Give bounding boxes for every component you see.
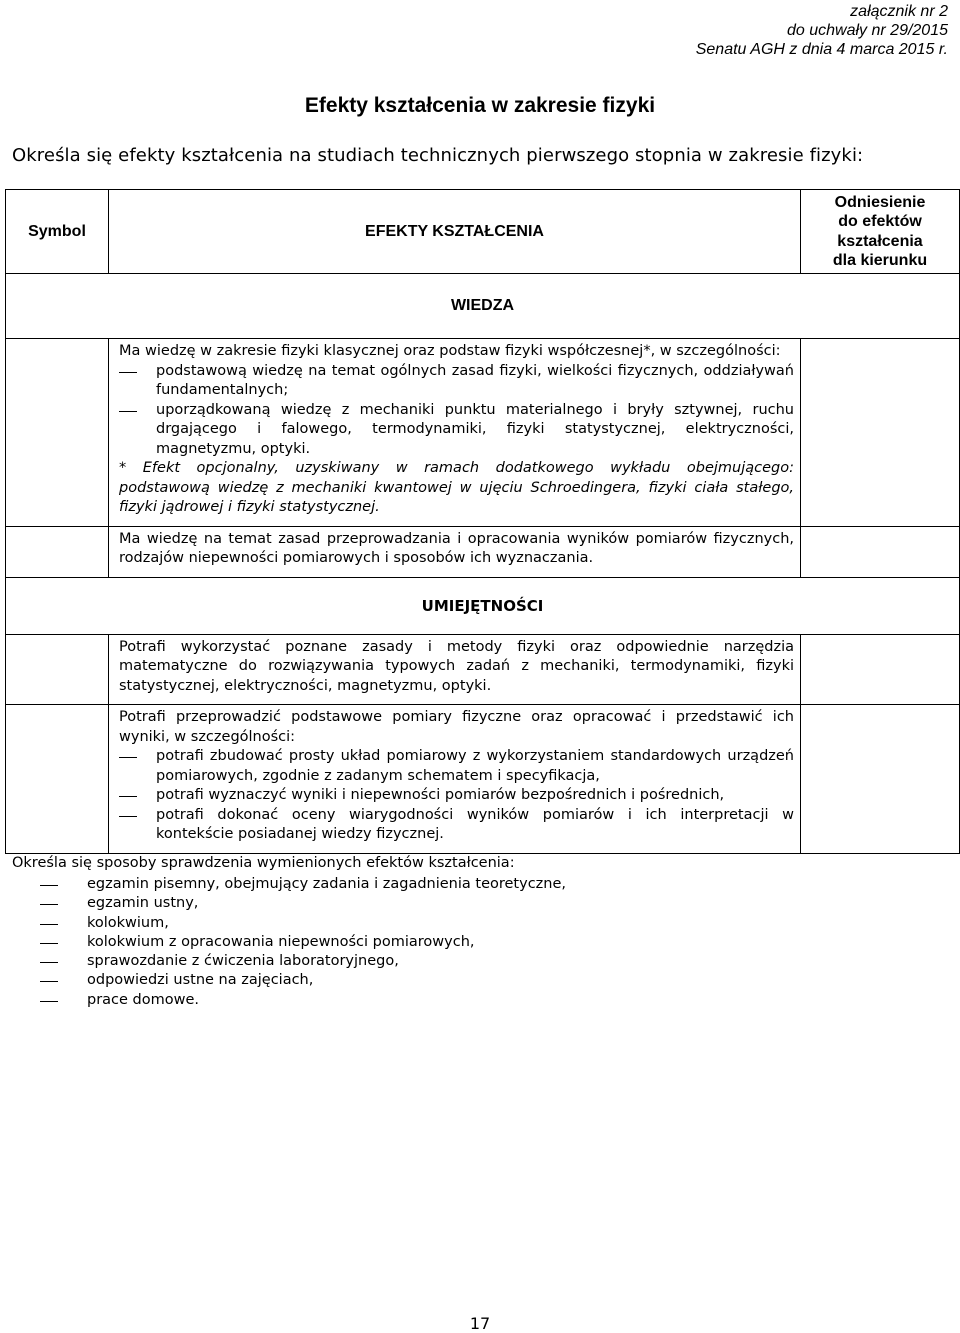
skills-item-2-intro: Potrafi przeprowadzić podstawowe pomiary fizyczne oraz opracować i przedstawić ich wyniki, w szczególności: — [119, 709, 794, 745]
header-reference — [801, 190, 960, 274]
symbol-cell — [6, 634, 109, 705]
list-item: egzamin pisemny, obejmujący zadania i zagadnienia teoretyczne, — [12, 875, 566, 894]
intro-text: Określa się efekty kształcenia na studiach technicznych pierwszego stopnia w zakresie fizyki: — [12, 145, 864, 166]
skills-bullet-2: potrafi wyznaczyć wyniki i niepewności pomiarów bezpośrednich i pośrednich, — [119, 786, 794, 806]
section-row-skills — [6, 577, 960, 634]
list-item: kolokwium z opracowania niepewności pomiarowych, — [12, 933, 566, 952]
reference-cell — [801, 526, 960, 577]
reference-cell — [801, 705, 960, 854]
effect-cell-skills-2 — [109, 705, 801, 854]
skills-bullet-1: potrafi zbudować prosty układ pomiarowy z wykorzystaniem standardowych urządzeń pomiarowych, zgodnie z zadanym schematem i specyfikacja, — [119, 747, 794, 786]
reference-cell — [801, 634, 960, 705]
header-reference-line: Odniesienie — [834, 193, 926, 211]
knowledge-bullet-2: uporządkowaną wiedzę z mechaniki punktu materialnego i bryły sztywnej, ruchu drgającego i falowego, termodynamiki, fizyki statystycznej, elektryczności, magnetyzmu, optyki. — [119, 401, 794, 460]
annex-line-1: załącznik nr 2 — [850, 3, 948, 20]
effect-cell-knowledge-2: Ma wiedzę na temat zasad przeprowadzania i opracowania wyników pomiarów fizycznych, rodzajów niepewności pomiarowych i sposobów ich wyznaczania. — [109, 526, 801, 577]
reference-cell — [801, 339, 960, 527]
section-row-knowledge — [6, 274, 960, 339]
methods-list — [12, 875, 566, 1010]
effects-table — [5, 189, 960, 854]
knowledge-item-1-intro: Ma wiedzę w zakresie fizyki klasycznej oraz podstaw fizyki współczesnej*, w szczególności: — [119, 343, 781, 359]
list-item: odpowiedzi ustne na zajęciach, — [12, 971, 566, 990]
effect-cell-skills-1: Potrafi wykorzystać poznane zasady i metody fizyki oraz odpowiednie narzędzia matematyczne do rozwiązywania typowych zadań z mechaniki, termodynamiki, fizyki statystycznej, elektryczności, magnetyzmu, optyki. — [109, 634, 801, 705]
symbol-cell — [6, 705, 109, 854]
header-symbol: Symbol — [6, 190, 109, 274]
table-row — [6, 526, 960, 577]
section-knowledge: WIEDZA — [6, 274, 960, 339]
knowledge-optional-note: * Efekt opcjonalny, uzyskiwany w ramach dodatkowego wykładu obejmującego: podstawową wiedzę z mechaniki kwantowej w ujęciu Schroedingera, fizyki ciała stałego, fizyki jądrowej i fizyki statystycznej. — [119, 460, 794, 515]
table-row — [6, 339, 960, 527]
header-reference-line: kształcenia — [837, 232, 923, 250]
annex-line-3: Senatu AGH z dnia 4 marca 2015 r. — [695, 41, 948, 58]
header-reference-line: dla kierunku — [832, 252, 928, 269]
list-item: prace domowe. — [12, 991, 566, 1010]
annex-note — [696, 2, 948, 59]
skills-bullet-3: potrafi dokonać oceny wiarygodności wyników pomiarów i ich interpretacji w kontekście posiadanej wiedzy fizycznej. — [119, 806, 794, 845]
symbol-cell — [6, 526, 109, 577]
section-skills: UMIEJĘTNOŚCI — [6, 577, 960, 634]
annex-line-2: do uchwały nr 29/2015 — [787, 22, 948, 39]
table-row — [6, 705, 960, 854]
header-reference-line: do efektów — [838, 213, 922, 230]
methods-intro: Określa się sposoby sprawdzenia wymienionych efektów kształcenia: — [12, 855, 515, 871]
list-item: sprawozdanie z ćwiczenia laboratoryjnego, — [12, 952, 566, 971]
effect-cell-knowledge-1 — [109, 339, 801, 527]
table-row — [6, 634, 960, 705]
knowledge-bullet-1: podstawową wiedzę na temat ogólnych zasad fizyki, wielkości fizycznych, oddziaływań fundamentalnych; — [119, 362, 794, 401]
document-title: Efekty kształcenia w zakresie fizyki — [304, 94, 656, 117]
page-number: 17 — [469, 1314, 491, 1333]
header-effects: EFEKTY KSZTAŁCENIA — [109, 190, 801, 274]
symbol-cell — [6, 339, 109, 527]
list-item: egzamin ustny, — [12, 894, 566, 913]
table-header-row — [6, 190, 960, 274]
list-item: kolokwium, — [12, 914, 566, 933]
